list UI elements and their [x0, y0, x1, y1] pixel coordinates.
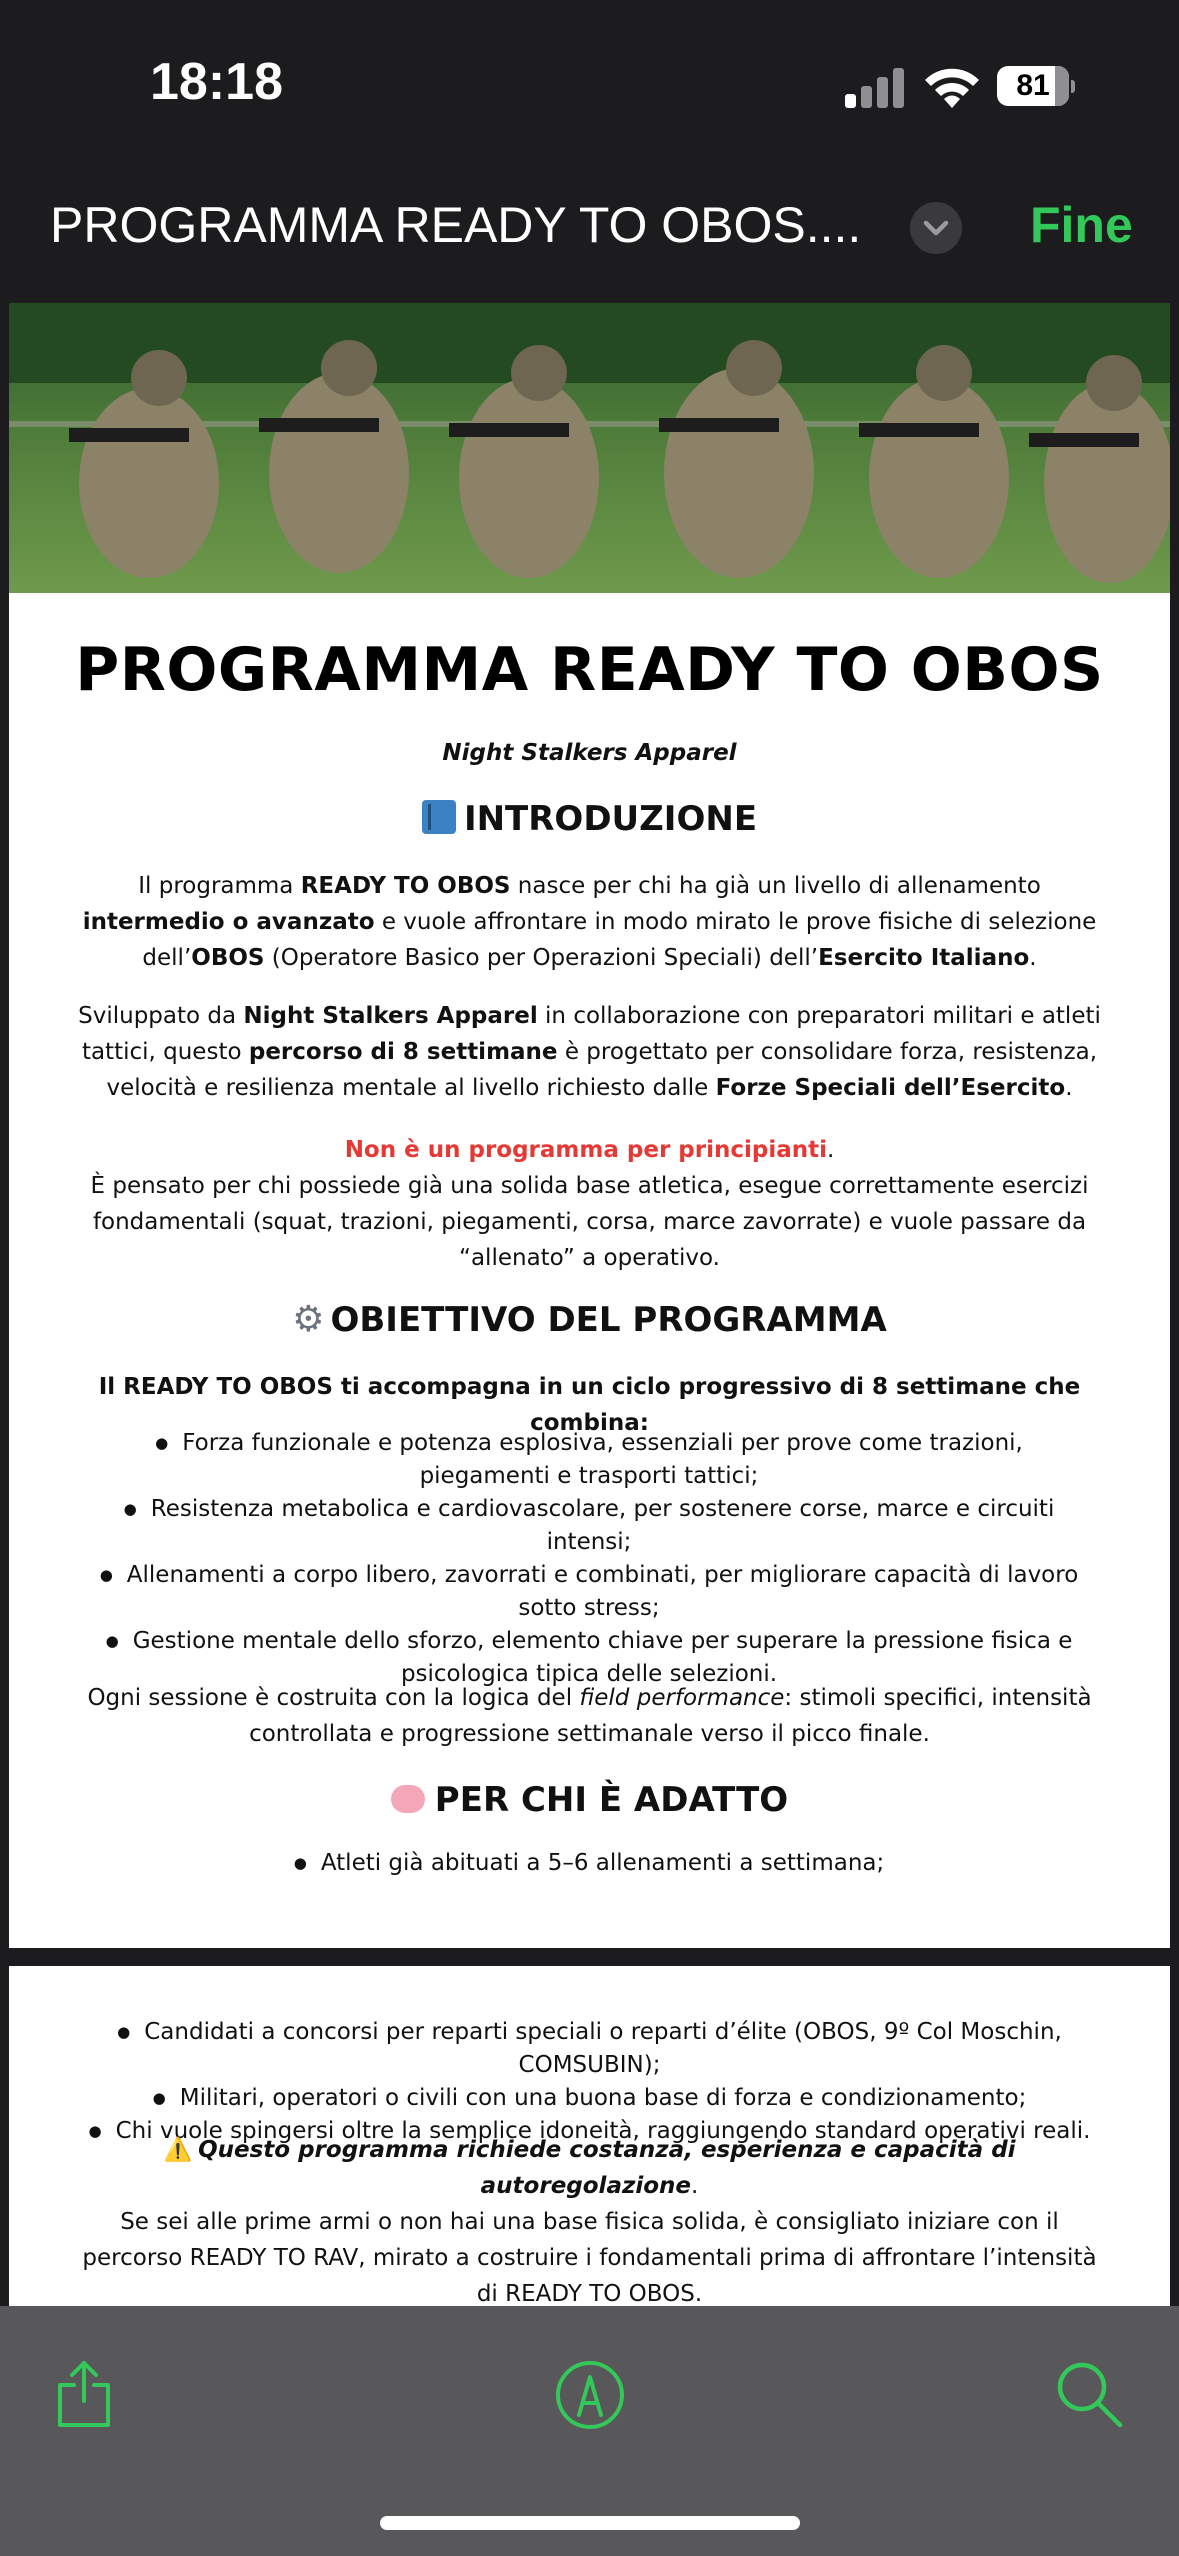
- section-heading-obiettivo: [9, 1299, 1170, 1340]
- section-heading-introduzione: [9, 799, 1170, 839]
- doc-main-title: PROGRAMMA READY TO OBOS: [75, 635, 1104, 705]
- heading-text: INTRODUZIONE: [463, 799, 758, 839]
- cellular-signal-icon: [845, 66, 905, 108]
- chevron-down-icon: [910, 202, 962, 254]
- share-icon: [60, 2363, 108, 2425]
- document-page-2: [9, 1966, 1170, 2306]
- warning-icon: ⚠️: [163, 2137, 193, 2163]
- section-heading-per-chi: [9, 1780, 1170, 1820]
- audience-list-page-2: [69, 2016, 1110, 2148]
- list-item: ● Militari, operatori o civili con una buona base di forza e condizionamento;: [69, 2082, 1110, 2115]
- status-time: 18:18: [150, 53, 283, 111]
- list-item: ● Gestione mentale dello sforzo, elemento chiave per superare la pressione fisica e psicologica tipica delle selezioni.: [99, 1625, 1079, 1691]
- battery-icon: [997, 66, 1075, 106]
- heading-text: OBIETTIVO DEL PROGRAMMA: [330, 1300, 887, 1340]
- audience-note: ⚠️ Questo programma richiede costanza, esperienza e capacità di autoregolazione. Se sei alle prime armi o non hai una base fisica solida, è consigliato iniziare con il percorso READY TO RAV, mirato a costruire i fondamentali prima di affrontare l’intensità di READY TO OBOS.: [71, 2132, 1108, 2306]
- document-page-1: [9, 303, 1170, 1948]
- done-button[interactable]: Fine: [1030, 197, 1133, 253]
- heading-text: PER CHI È ADATTO: [434, 1780, 789, 1820]
- list-item: ● Atleti già abituati a 5–6 allenamenti a settimana;: [99, 1847, 1079, 1880]
- search-icon: [1060, 2365, 1120, 2425]
- intro-paragraph-2: Sviluppato da Night Stalkers Apparel in collaborazione con preparatori militari e atleti tattici, questo percorso di 8 settimane è progettato per consolidare forza, resistenza, velocità e resilienza mentale al livello richiesto dalle Forze Speciali dell’Esercito.: [78, 1003, 1101, 1101]
- objective-closing: Ogni sessione è costruita con la logica del field performance: stimoli specifici, intensità controllata e progressione settimanale verso il picco finale.: [87, 1685, 1092, 1747]
- status-bar: [0, 0, 1179, 170]
- audience-list-page-1: [99, 1847, 1079, 1880]
- home-indicator[interactable]: [380, 2516, 800, 2530]
- beginner-warning: Non è un programma per principianti: [344, 1137, 827, 1163]
- title-menu-button[interactable]: [910, 202, 962, 254]
- list-item: ● Chi vuole spingersi oltre la semplice idoneità, raggiungendo standard operativi reali.: [69, 2115, 1110, 2148]
- markup-button[interactable]: [550, 2355, 630, 2435]
- doc-brand: Night Stalkers Apparel: [442, 740, 737, 766]
- wifi-icon: [922, 64, 982, 110]
- markup-pen-icon: [558, 2363, 622, 2427]
- hero-image: [9, 303, 1170, 593]
- objective-list: [99, 1427, 1079, 1691]
- search-button[interactable]: [1050, 2355, 1130, 2435]
- brain-icon: [391, 1785, 425, 1813]
- list-item: ● Resistenza metabolica e cardiovascolare, per sostenere corse, marce e circuiti intensi;: [99, 1493, 1079, 1559]
- list-item: ● Forza funzionale e potenza esplosiva, essenziali per prove come trazioni, piegamenti e trasporti tattici;: [99, 1427, 1079, 1493]
- blue-book-icon: [422, 800, 456, 834]
- list-item: ● Allenamenti a corpo libero, zavorrati e combinati, per migliorare capacità di lavoro sotto stress;: [99, 1559, 1079, 1625]
- intro-paragraph-3: Non è un programma per principianti. È pensato per chi possiede già una solida base atletica, esegue correttamente esercizi fondamentali (squat, trazioni, piegamenti, corsa, marce zavorrate) e vuole passare da “allenato” a operativo.: [90, 1137, 1089, 1271]
- list-item: ● Candidati a concorsi per reparti speciali o reparti d’élite (OBOS, 9º Col Moschin, COMSUBIN);: [69, 2016, 1110, 2082]
- document-title[interactable]: PROGRAMMA READY TO OBOS....: [50, 197, 862, 253]
- battery-percent: 81: [1016, 69, 1050, 102]
- objective-lead: Il READY TO OBOS ti accompagna in un ciclo progressivo di 8 settimane che combina:: [98, 1374, 1081, 1436]
- gear-icon: ⚙: [292, 1299, 325, 1340]
- share-button[interactable]: [44, 2355, 124, 2435]
- intro-paragraph-1: Il programma READY TO OBOS nasce per chi ha già un livello di allenamento intermedio o avanzato e vuole affrontare in modo mirato le prove fisiche di selezione dell’OBOS (Operatore Basico per Operazioni Speciali) dell’Esercito Italiano.: [82, 873, 1097, 971]
